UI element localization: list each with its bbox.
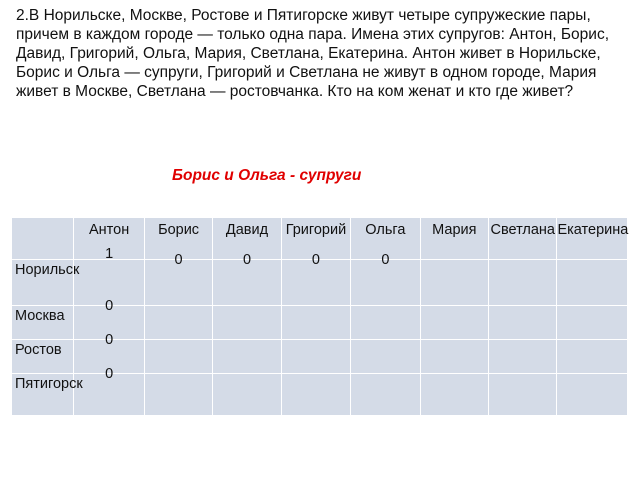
row-header: Ростов [12,340,74,374]
cell-value: 1 [105,246,114,262]
table-cell [213,306,281,340]
problem-text: 2.В Норильске, Москве, Ростове и Пятигорске живут четыре супружеские пары, причем в каждом городе — только одна пара. Имена этих супругов: Антон, Борис, Давид, Григорий, Ольга, Мария, Светлана, Екатерина. Антон живет в Норильске, Борис и Ольга — супруги, Григорий и Светлана не живут в одном городе, Мария живет в Москве, Светлана — ростовчанка. Кто на ком женат и кто где живет? [16,7,610,100]
column-header-label: Светлана [490,222,555,238]
column-header-label: Давид [225,222,269,238]
table-cell [281,306,350,340]
column-header-label: Антон [89,222,130,238]
table-cell [420,340,488,374]
column-header-label: Мария [432,222,477,238]
table-cell [489,374,557,416]
table-cell [144,252,212,306]
table-cell [420,306,488,340]
hint-text: Борис и Ольга - супруги [172,167,362,184]
table-cell [489,340,557,374]
column-header [489,218,557,260]
column-header [420,218,488,260]
city-person-table [11,217,628,416]
table-cell [144,374,212,416]
table-cell [420,260,488,306]
cell-value: 0 [381,252,390,268]
table-cell [351,340,420,374]
table-cell [557,340,628,374]
table-cell [557,374,628,416]
table-cell [351,306,420,340]
table-cell [144,340,212,374]
table-cell [213,374,281,416]
column-header-label: Ольга [365,222,406,238]
table-row [12,374,628,416]
column-header-label: Григорий [285,222,347,238]
column-header-label: Борис [158,222,200,238]
table-cell [351,252,420,306]
row-header: Москва [12,306,74,340]
table-cell [420,374,488,416]
table-cell [74,366,144,416]
row-header: Пятигорск [12,374,74,416]
table-cell [281,252,350,306]
table-cell [351,374,420,416]
table-cell [489,306,557,340]
table-cell [557,260,628,306]
table-cell [489,260,557,306]
column-header-label: Екатерина [557,222,629,238]
table-cell [281,340,350,374]
row-header: Норильск [12,260,74,306]
cell-value: 0 [311,252,320,268]
column-header [557,218,628,260]
table-cell [213,252,281,306]
table-cell [281,374,350,416]
cell-value: 0 [242,252,252,268]
cell-value: 0 [105,332,114,348]
cell-value: 0 [105,298,114,314]
table-cell [557,306,628,340]
corner-cell [12,218,74,260]
cell-value: 0 [174,252,183,268]
table-cell [213,340,281,374]
cell-value: 0 [105,366,114,382]
table-cell [144,306,212,340]
